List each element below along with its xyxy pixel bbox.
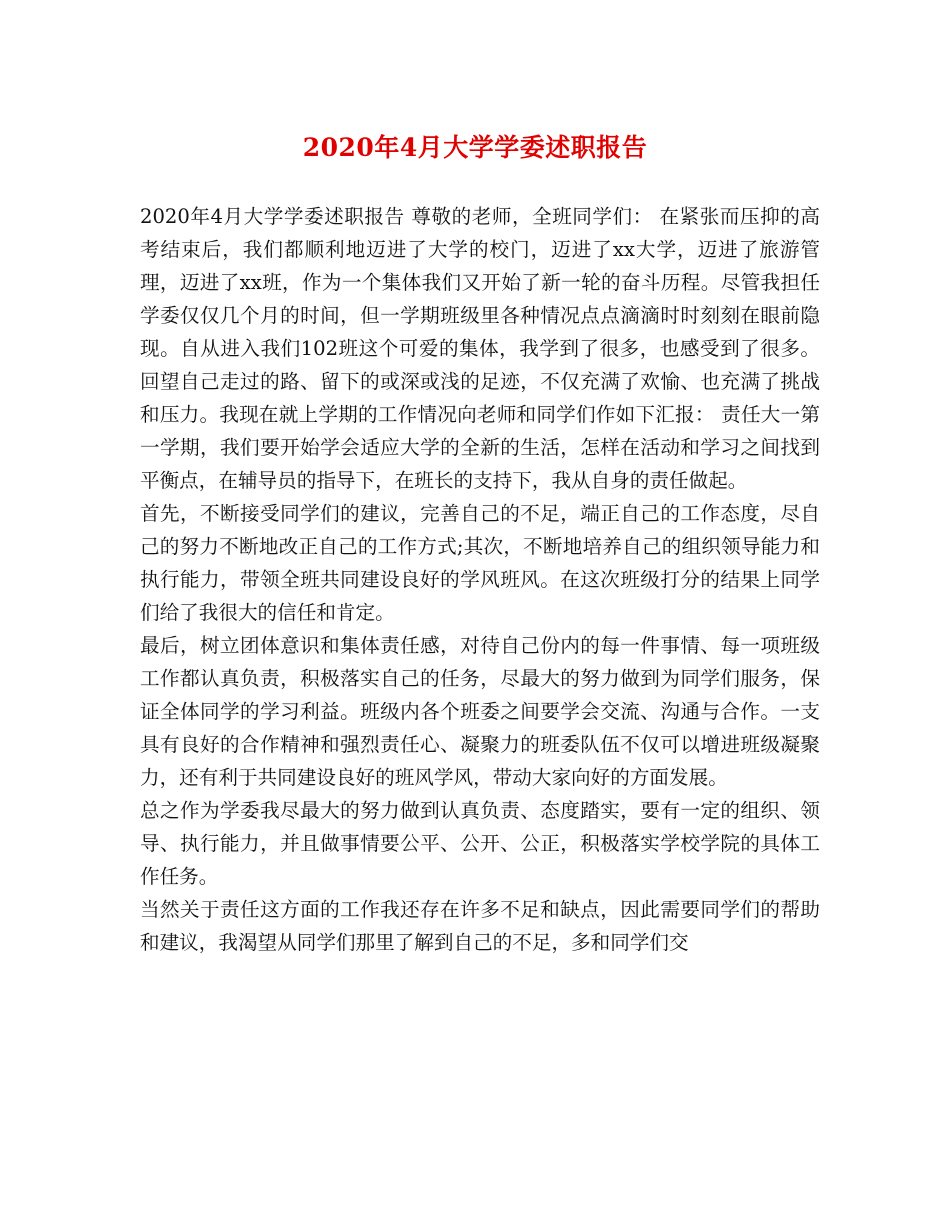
paragraph-last: 最后，树立团体意识和集体责任感，对待自己份内的每一件事情、每一项班级工作都认真负责，积极落实自己的任务，尽最大的努力做到为同学们服务，保证全体同学的学习利益。班级内各个班委之间要学会交流、沟通与合作。一支具有良好的合作精神和强烈责任心、凝聚力的班委队伍不仅可以增进班级凝聚力，还有利于共同建设良好的班风学风，带动大家向好的方面发展。 — [140, 634, 820, 789]
paragraph-shortcomings: 当然关于责任这方面的工作我还存在许多不足和缺点，因此需要同学们的帮助和建议，我渴望从同学们那里了解到自己的不足，多和同学们交 — [140, 898, 820, 954]
paragraph-intro: 2020年4月大学学委述职报告 尊敬的老师，全班同学们： 在紧张而压抑的高考结束后，我们都顺利地迈进了大学的校门，迈进了xx大学，迈进了旅游管理，迈进了xx班，作为一个集体我们又开始了新一轮的奋斗历程。尽管我担任学委仅仅几个月的时间，但一学期班级里各种情况点点滴滴时时刻刻在眼前隐现。自从进入我们102班这个可爱的集体，我学到了很多，也感受到了很多。回望自己走过的路、留下的或深或浅的足迹，不仅充满了欢愉、也充满了挑战和压力。我现在就上学期的工作情况向老师和同学们作如下汇报： 责任大一第一学期，我们要开始学会适应大学的全新的生活，怎样在活动和学习之间找到平衡点，在辅导员的指导下，在班长的支持下，我从自身的责任做起。 — [140, 205, 820, 492]
paragraph-first: 首先，不断接受同学们的建议，完善自己的不足，端正自己的工作态度，尽自己的努力不断地改正自己的工作方式;其次，不断地培养自己的组织领导能力和执行能力，带领全班共同建设良好的学风班风。在这次班级打分的结果上同学们给了我很大的信任和肯定。 — [140, 502, 820, 624]
document-title: 2020年4月大学学委述职报告 — [302, 133, 648, 162]
paragraph-summary: 总之作为学委我尽最大的努力做到认真负责、态度踏实，要有一定的组织、领导、执行能力，并且做事情要公平、公开、公正，积极落实学校学院的具体工作任务。 — [140, 799, 820, 888]
document-body — [140, 200, 820, 959]
